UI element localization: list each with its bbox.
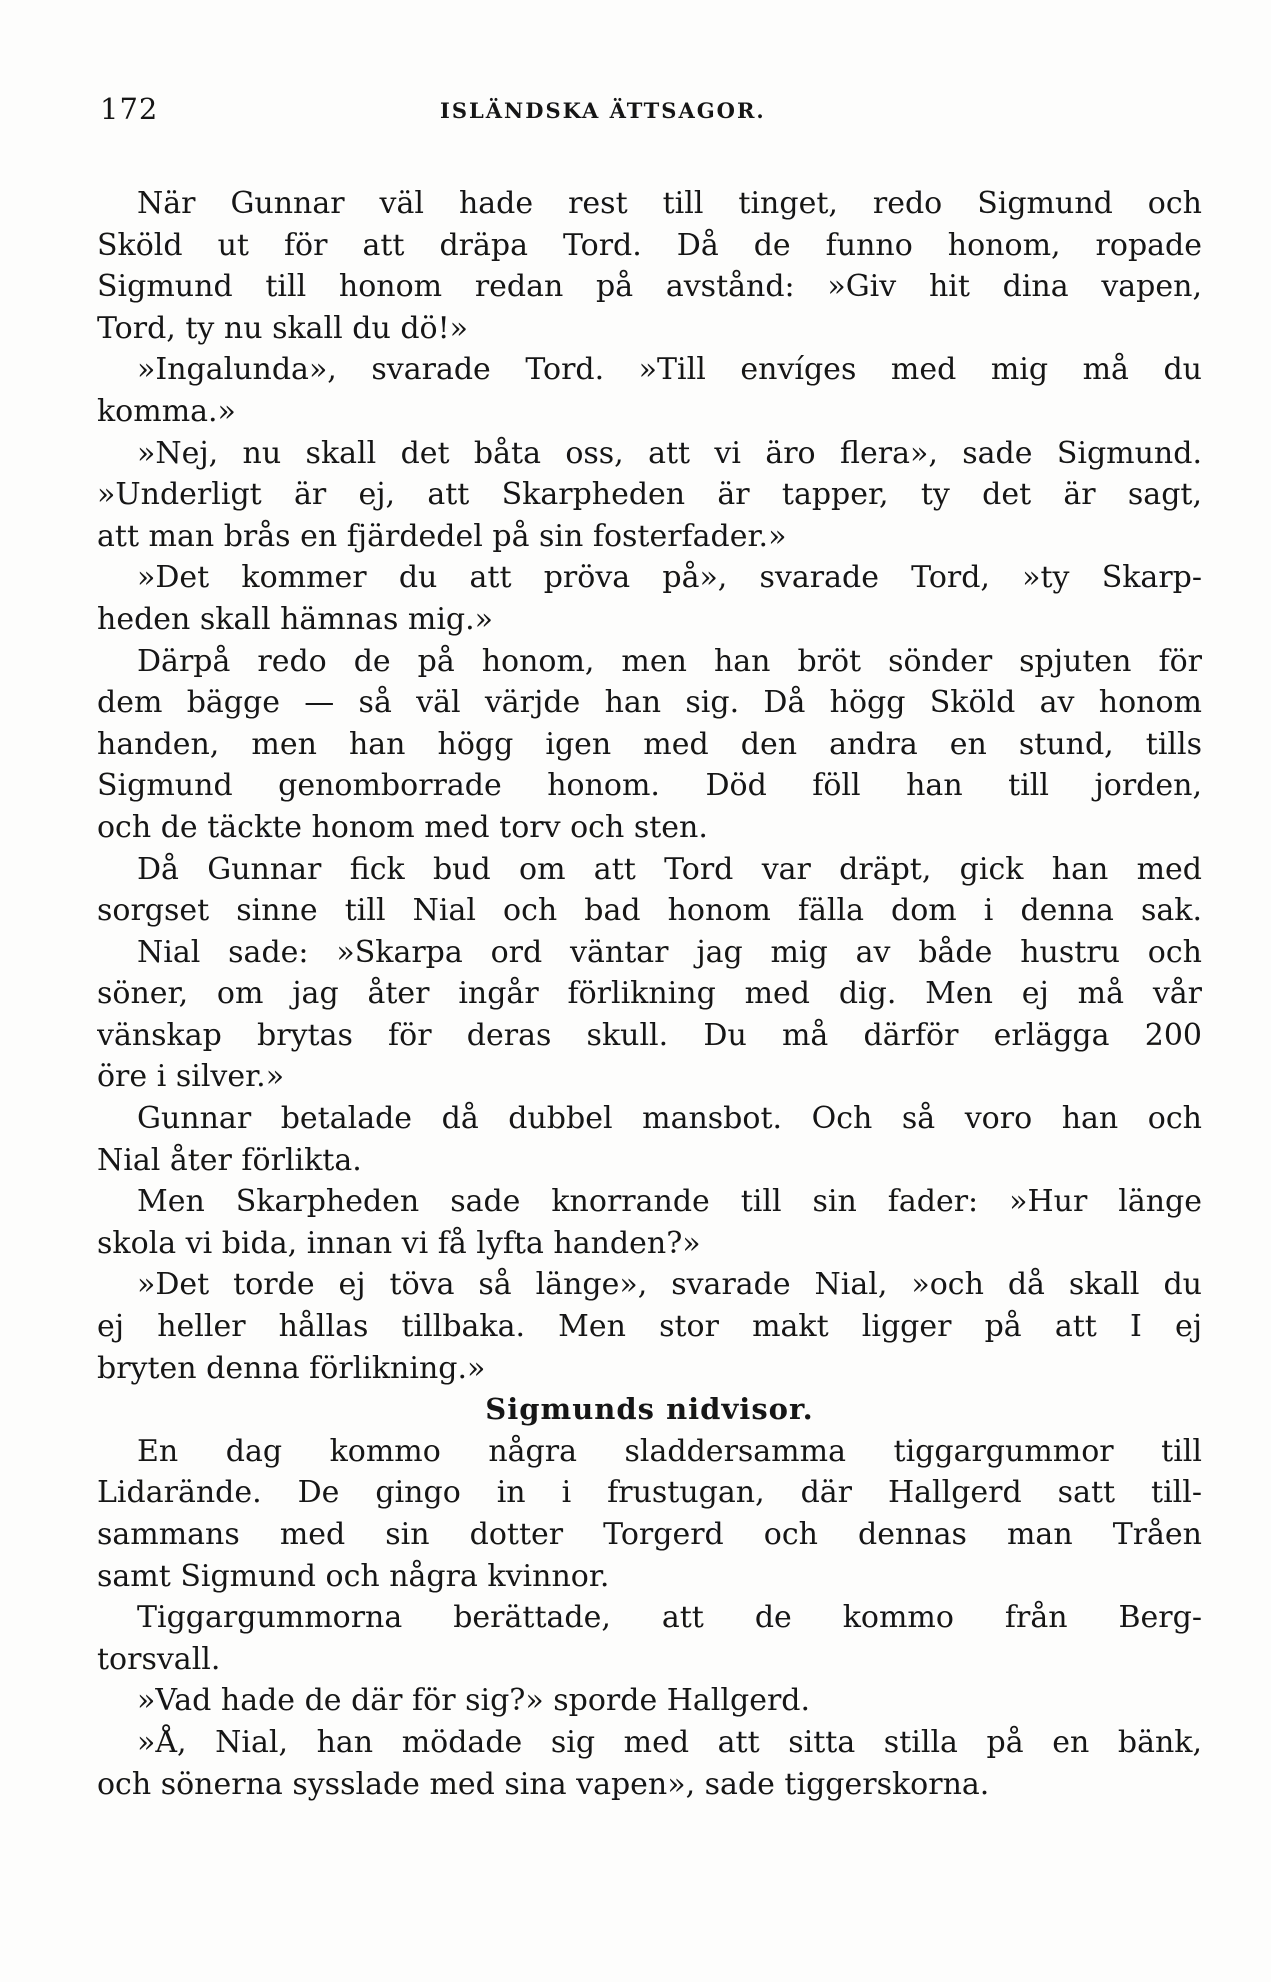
text-line: torsvall.	[97, 1641, 221, 1677]
text-line: vänskap brytas för deras skull. Du må därför erlägga 200	[97, 1017, 1202, 1053]
text-line: komma.»	[97, 393, 236, 429]
text-line: Sköld ut för att dräpa Tord. Då de funno honom, ropade	[97, 227, 1202, 263]
text-line: »Nej, nu skall det båta oss, att vi äro flera», sade Sigmund.	[137, 435, 1202, 471]
text-line: Nial åter förlikta.	[97, 1142, 362, 1178]
text-line: När Gunnar väl hade rest till tinget, redo Sigmund och	[137, 186, 1202, 221]
text-line: »Å, Nial, han mödade sig med att sitta stilla på en bänk,	[137, 1724, 1202, 1760]
text-line: Gunnar betalade då dubbel mansbot. Och så voro han och	[137, 1101, 1202, 1137]
text-line: att man brås en fjärdedel på sin fosterfader.»	[97, 518, 787, 554]
text-line: ej heller hållas tillbaka. Men stor makt ligger på att I ej	[97, 1309, 1202, 1345]
text-line: »Det torde ej töva så länge», svarade Nial, »och då skall du	[137, 1267, 1202, 1303]
running-head	[100, 92, 1200, 132]
text-line: Nial sade: »Skarpa ord väntar jag mig av både hustru och	[137, 934, 1202, 970]
text-line: söner, om jag åter ingår förlikning med dig. Men ej må vår	[97, 976, 1202, 1012]
text-line: En dag kommo några sladdersamma tiggargummor till	[137, 1433, 1202, 1469]
text-line: och sönerna sysslade med sina vapen», sade tiggerskorna.	[97, 1766, 990, 1802]
text-line: dem bägge — så väl värjde han sig. Då högg Sköld av honom	[97, 685, 1202, 721]
text-line: Sigmund genomborrade honom. Död föll han till jorden,	[97, 768, 1202, 804]
body-text	[97, 183, 1202, 1805]
text-line: och de täckte honom med torv och sten.	[97, 809, 708, 845]
running-title: ISLÄNDSKA ÄTTSAGOR.	[440, 98, 766, 123]
text-line: öre i silver.»	[97, 1059, 285, 1095]
text-line: Tiggargummorna berättade, att de kommo från Berg-	[137, 1600, 1202, 1636]
text-line: Därpå redo de på honom, men han bröt sönder spjuten för	[137, 643, 1202, 679]
text-line: handen, men han högg igen med den andra en stund, tills	[97, 726, 1202, 762]
page-number: 172	[100, 92, 159, 126]
text-line: sammans med sin dotter Torgerd och dennas man Tråen	[97, 1517, 1202, 1552]
text-line: bryten denna förlikning.»	[97, 1350, 486, 1386]
text-line: Lidarände. De gingo in i frustugan, där Hallgerd satt till-	[97, 1475, 1202, 1511]
text-line: »Vad hade de där för sig?» sporde Hallgerd.	[137, 1683, 811, 1719]
text-line: Men Skarpheden sade knorrande till sin fader: »Hur länge	[137, 1184, 1202, 1220]
text-line: Tord, ty nu skall du dö!»	[97, 310, 469, 346]
text-line: »Det kommer du att pröva på», svarade Tord, »ty Skarp-	[137, 560, 1202, 596]
text-line: »Underligt är ej, att Skarpheden är tapper, ty det är sagt,	[97, 477, 1202, 513]
text-line: Sigmund till honom redan på avstånd: »Giv hit dina vapen,	[97, 269, 1202, 305]
text-line: sorgset sinne till Nial och bad honom fälla dom i denna sak.	[97, 893, 1202, 929]
text-line: Då Gunnar fick bud om att Tord var dräpt, gick han med	[137, 851, 1202, 887]
text-line: heden skall hämnas mig.»	[97, 601, 494, 637]
section-heading: Sigmunds nidvisor.	[485, 1392, 814, 1427]
text-line: samt Sigmund och några kvinnor.	[97, 1558, 610, 1594]
text-line: skola vi bida, innan vi få lyfta handen?»	[97, 1225, 701, 1261]
text-line: »Ingalunda», svarade Tord. »Till envíges med mig må du	[137, 352, 1202, 388]
